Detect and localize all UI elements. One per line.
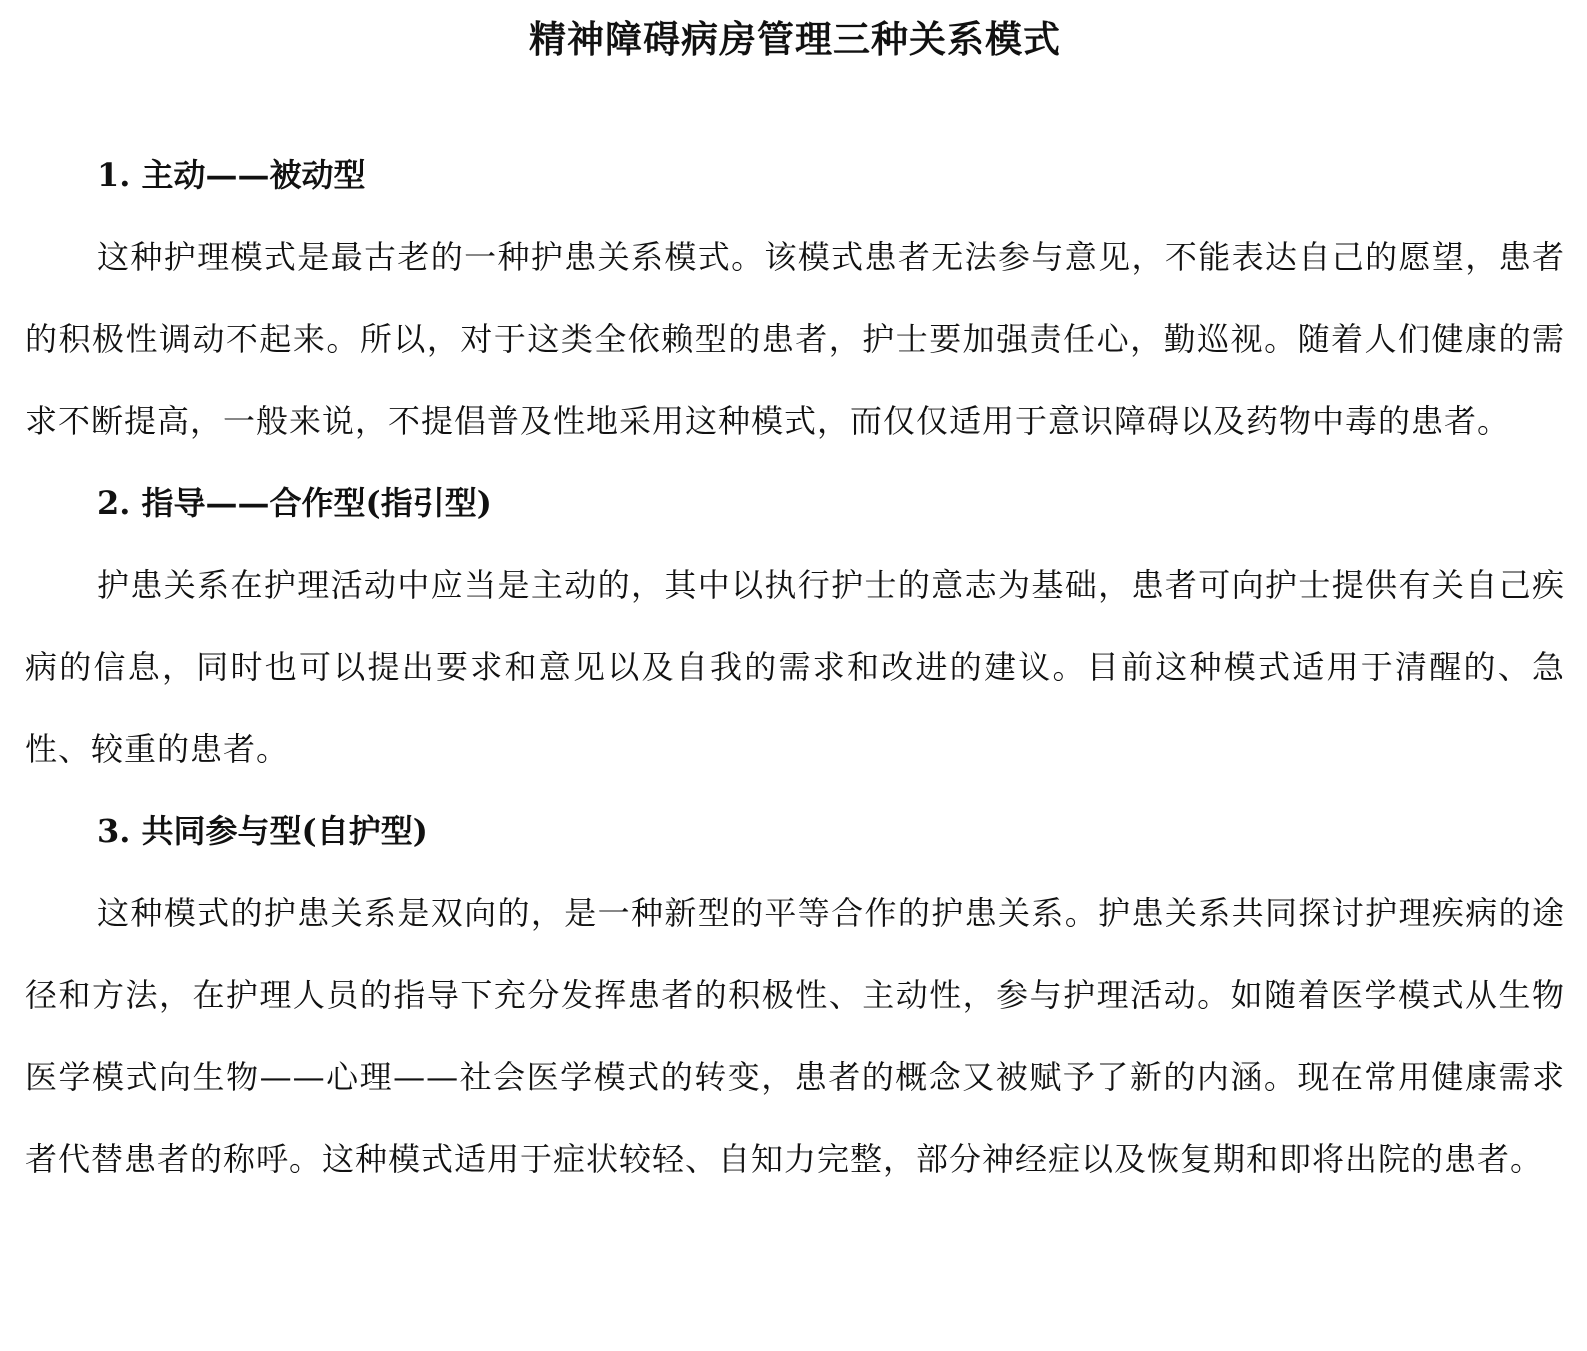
section-body-2 xyxy=(25,544,1565,790)
section-heading-1: 1. 主动——被动型 xyxy=(97,156,366,194)
document-title: 精神障碍病房管理三种关系模式 xyxy=(529,17,1061,61)
section-heading-2: 2. 指导——合作型(指引型) xyxy=(97,484,492,522)
paragraph-text: 这种护理模式是最古老的一种护患关系模式。该模式患者无法参与意见，不能表达自己的愿望，患者的积极性调动不起来。所以，对于这类全依赖型的患者，护士要加强责任心，勤巡视。随着人们健康的需求不断提高，一般来说，不提倡普及性地采用这种模式，而仅仅适用于意识障碍以及药物中毒的患者。 xyxy=(25,238,1565,440)
paragraph-text: 这种模式的护患关系是双向的，是一种新型的平等合作的护患关系。护患关系共同探讨护理疾病的途径和方法，在护理人员的指导下充分发挥患者的积极性、主动性，参与护理活动。如随着医学模式从生物医学模式向生物——心理——社会医学模式的转变，患者的概念又被赋予了新的内涵。现在常用健康需求者代替患者的称呼。这种模式适用于症状较轻、自知力完整，部分神经症以及恢复期和即将出院的患者。 xyxy=(25,894,1565,1178)
section-heading-3: 3. 共同参与型(自护型) xyxy=(97,812,428,850)
paragraph-text: 护患关系在护理活动中应当是主动的，其中以执行护士的意志为基础，患者可向护士提供有关自己疾病的信息，同时也可以提出要求和意见以及自我的需求和改进的建议。目前这种模式适用于清醒的、急性、较重的患者。 xyxy=(25,566,1565,768)
section-body-3 xyxy=(25,872,1565,1200)
section-body-1 xyxy=(25,216,1565,462)
document-page xyxy=(25,0,1565,1200)
